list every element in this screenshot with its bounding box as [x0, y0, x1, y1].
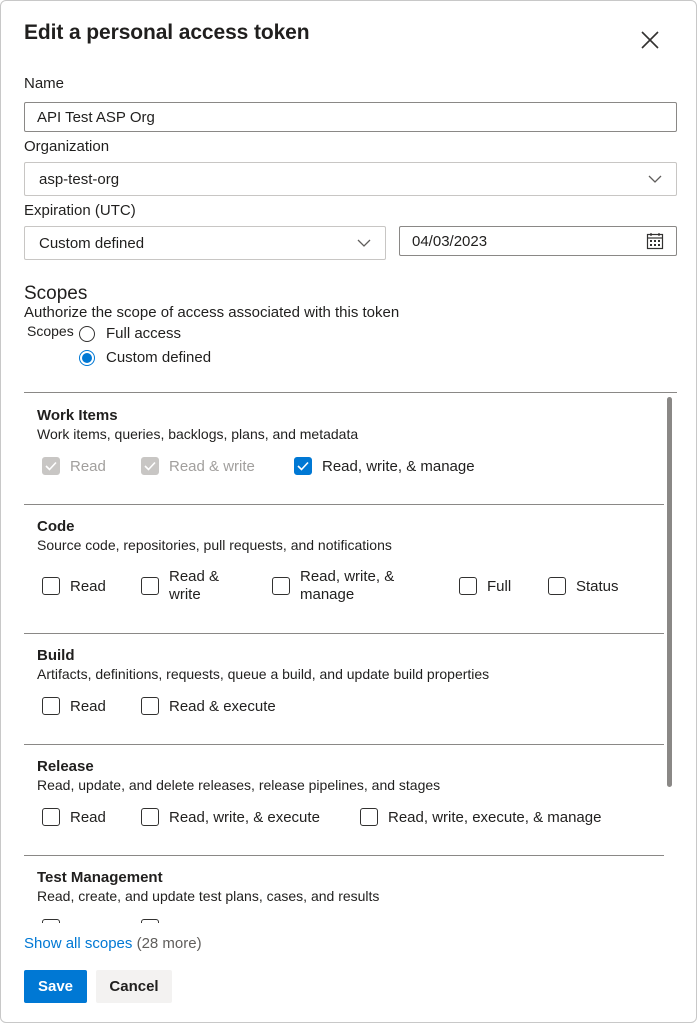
checkbox-label: Read &	[169, 568, 220, 585]
section-description: Artifacts, definitions, requests, queue a build, and update build properties	[37, 666, 490, 682]
checkbox-label: Read	[70, 808, 106, 826]
checkbox-label: Full	[487, 577, 512, 595]
checkbox-box[interactable]	[548, 577, 566, 595]
checkbox-box[interactable]	[141, 577, 159, 595]
radio-custom-defined[interactable]	[79, 349, 211, 366]
checkbox-label: Read, write, execute, & manage	[388, 808, 602, 826]
more-count: (28 more)	[136, 935, 202, 952]
checkbox-release-manage[interactable]	[360, 808, 601, 826]
save-button[interactable]: Save	[24, 970, 87, 1003]
calendar-icon[interactable]	[646, 232, 664, 250]
checkbox-label: Read	[70, 697, 106, 715]
section-title: Build	[37, 647, 75, 664]
checkbox-box	[42, 457, 60, 475]
section-description: Source code, repositories, pull requests, and notifications	[37, 537, 392, 553]
close-icon[interactable]	[637, 27, 663, 53]
checkbox-release-read-write-execute[interactable]	[141, 808, 320, 826]
checkbox-code-manage[interactable]	[272, 568, 394, 604]
section-title: Release	[37, 758, 94, 775]
checkbox-code-read[interactable]	[42, 577, 106, 595]
checkbox-work-items-manage[interactable]	[294, 457, 475, 475]
checkbox-label: Read, write, & execute	[169, 808, 320, 826]
section-code	[24, 504, 664, 634]
checkbox-work-items-read	[42, 457, 106, 475]
checkbox-label: Read & execute	[169, 697, 276, 715]
organization-label: Organization	[24, 138, 110, 155]
scopes-group-label: Scopes	[27, 323, 74, 339]
expiration-date-input[interactable]	[399, 226, 677, 256]
checkbox-build-read-execute[interactable]	[141, 697, 276, 715]
section-test-management	[24, 855, 664, 923]
cancel-button[interactable]: Cancel	[96, 970, 172, 1003]
expiration-label: Expiration (UTC)	[24, 202, 136, 219]
checkbox-box[interactable]	[141, 808, 159, 826]
radio-indicator[interactable]	[79, 350, 95, 366]
scopes-list[interactable]	[24, 392, 677, 923]
show-all-scopes	[24, 935, 202, 952]
section-description: Read, create, and update test plans, cases, and results	[37, 888, 380, 904]
radio-indicator[interactable]	[79, 326, 95, 342]
chevron-down-icon	[357, 238, 371, 248]
checkbox-code-read-write[interactable]	[141, 568, 219, 604]
checkbox-work-items-read-write	[141, 457, 255, 475]
checkbox-box[interactable]	[42, 808, 60, 826]
checkbox-release-read[interactable]	[42, 808, 106, 826]
radio-label: Full access	[106, 325, 182, 342]
show-all-scopes-link[interactable]: Show all scopes	[24, 935, 133, 952]
section-description: Read, update, and delete releases, release pipelines, and stages	[37, 777, 441, 793]
chevron-down-icon	[648, 174, 662, 184]
section-description: Work items, queries, backlogs, plans, and metadata	[37, 426, 359, 442]
checkbox-label-line2: manage	[300, 586, 355, 603]
checkbox-box[interactable]	[42, 577, 60, 595]
organization-value: asp-test-org	[39, 170, 120, 188]
name-label: Name	[24, 75, 65, 92]
checkbox-box[interactable]	[42, 697, 60, 715]
checkbox-box[interactable]	[272, 577, 290, 595]
checkbox-test-read[interactable]	[42, 919, 60, 923]
checkbox-label: Read	[70, 457, 106, 475]
section-build	[24, 633, 664, 745]
expiration-select[interactable]	[24, 226, 386, 260]
checkbox-box[interactable]	[141, 697, 159, 715]
checkmark-icon	[144, 461, 156, 471]
checkbox-label: Read, write, & manage	[322, 457, 475, 475]
section-title: Code	[37, 518, 75, 535]
dialog-title: Edit a personal access token	[24, 21, 310, 44]
section-work-items	[24, 393, 664, 505]
organization-select[interactable]	[24, 162, 677, 196]
checkbox-label: Read & write	[169, 457, 255, 475]
scopes-description: Authorize the scope of access associated with this token	[24, 304, 400, 321]
checkbox-box	[141, 457, 159, 475]
checkbox-label: Status	[576, 577, 619, 595]
checkbox-build-read[interactable]	[42, 697, 106, 715]
checkbox-box[interactable]	[294, 457, 312, 475]
section-release	[24, 744, 664, 856]
radio-label: Custom defined	[106, 349, 212, 366]
checkbox-label: Read	[70, 577, 106, 595]
checkbox-code-status[interactable]	[548, 577, 619, 595]
checkmark-icon	[297, 461, 309, 471]
name-input[interactable]	[24, 102, 677, 132]
expiration-date-value: 04/03/2023	[412, 232, 488, 250]
expiration-value: Custom defined	[39, 234, 145, 252]
checkbox-code-full[interactable]	[459, 577, 511, 595]
checkbox-test-read-write[interactable]	[141, 919, 159, 923]
checkbox-label: Read, write, &	[300, 568, 395, 585]
section-title: Work Items	[37, 407, 118, 424]
scrollbar-thumb[interactable]	[667, 397, 672, 787]
checkmark-icon	[45, 461, 57, 471]
checkbox-label-line2: write	[169, 586, 201, 603]
checkbox-box[interactable]	[360, 808, 378, 826]
section-title: Test Management	[37, 869, 163, 886]
scopes-title: Scopes	[24, 283, 88, 304]
radio-full-access[interactable]	[79, 325, 181, 342]
checkbox-box[interactable]	[459, 577, 477, 595]
